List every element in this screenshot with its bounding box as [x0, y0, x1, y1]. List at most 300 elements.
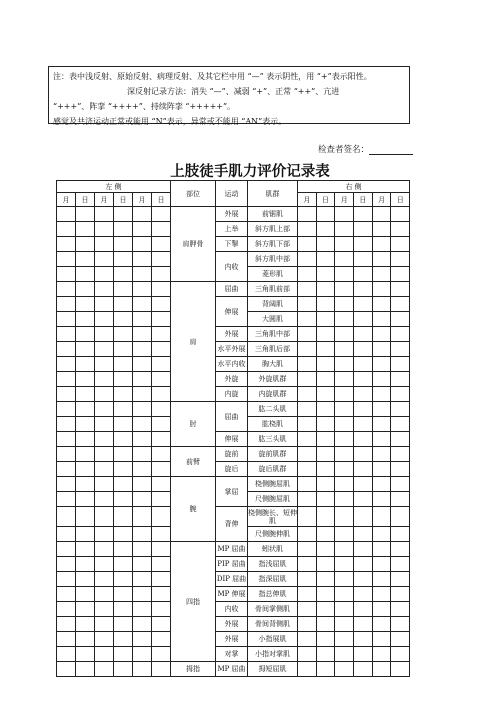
right-score-cell[interactable] — [335, 357, 354, 372]
right-score-cell[interactable] — [391, 372, 410, 387]
right-score-cell[interactable] — [298, 372, 317, 387]
right-score-cell[interactable] — [354, 237, 373, 252]
right-score-cell[interactable] — [335, 432, 354, 447]
right-score-cell[interactable] — [298, 282, 317, 297]
left-score-cell[interactable] — [95, 252, 114, 267]
right-score-cell[interactable] — [316, 447, 335, 462]
right-score-cell[interactable] — [372, 297, 391, 312]
left-score-cell[interactable] — [95, 572, 114, 587]
right-score-cell[interactable] — [391, 557, 410, 572]
right-score-cell[interactable] — [316, 602, 335, 617]
right-score-cell[interactable] — [372, 372, 391, 387]
left-score-cell[interactable] — [76, 587, 95, 602]
right-score-cell[interactable] — [372, 527, 391, 542]
right-score-cell[interactable] — [391, 282, 410, 297]
right-score-cell[interactable] — [316, 662, 335, 677]
right-score-cell[interactable] — [335, 312, 354, 327]
right-score-cell[interactable] — [391, 632, 410, 647]
right-score-cell[interactable] — [298, 207, 317, 222]
right-score-cell[interactable] — [372, 662, 391, 677]
right-score-cell[interactable] — [335, 222, 354, 237]
right-score-cell[interactable] — [316, 572, 335, 587]
right-score-cell[interactable] — [335, 297, 354, 312]
right-score-cell[interactable] — [372, 632, 391, 647]
left-score-cell[interactable] — [152, 662, 171, 677]
left-score-cell[interactable] — [152, 387, 171, 402]
right-score-cell[interactable] — [391, 462, 410, 477]
left-score-cell[interactable] — [76, 557, 95, 572]
right-score-cell[interactable] — [354, 357, 373, 372]
left-score-cell[interactable] — [57, 527, 76, 542]
right-score-cell[interactable] — [372, 312, 391, 327]
left-score-cell[interactable] — [114, 662, 133, 677]
left-score-cell[interactable] — [133, 402, 152, 417]
right-score-cell[interactable] — [372, 462, 391, 477]
right-score-cell[interactable] — [316, 557, 335, 572]
right-score-cell[interactable] — [335, 402, 354, 417]
right-score-cell[interactable] — [335, 507, 354, 527]
left-score-cell[interactable] — [114, 357, 133, 372]
right-score-cell[interactable] — [354, 207, 373, 222]
left-score-cell[interactable] — [152, 372, 171, 387]
left-score-cell[interactable] — [152, 282, 171, 297]
right-score-cell[interactable] — [354, 267, 373, 282]
right-score-cell[interactable] — [335, 587, 354, 602]
right-score-cell[interactable] — [372, 602, 391, 617]
right-score-cell[interactable] — [335, 542, 354, 557]
right-score-cell[interactable] — [391, 647, 410, 662]
left-score-cell[interactable] — [95, 647, 114, 662]
left-score-cell[interactable] — [95, 342, 114, 357]
right-score-cell[interactable] — [372, 222, 391, 237]
right-score-cell[interactable] — [372, 267, 391, 282]
left-score-cell[interactable] — [133, 492, 152, 507]
right-score-cell[interactable] — [335, 572, 354, 587]
right-score-cell[interactable] — [298, 237, 317, 252]
left-score-cell[interactable] — [152, 417, 171, 432]
left-score-cell[interactable] — [95, 542, 114, 557]
left-score-cell[interactable] — [76, 417, 95, 432]
right-score-cell[interactable] — [298, 447, 317, 462]
left-score-cell[interactable] — [57, 237, 76, 252]
right-score-cell[interactable] — [335, 527, 354, 542]
left-score-cell[interactable] — [133, 477, 152, 492]
right-score-cell[interactable] — [391, 617, 410, 632]
right-score-cell[interactable] — [298, 527, 317, 542]
right-score-cell[interactable] — [298, 542, 317, 557]
left-score-cell[interactable] — [133, 617, 152, 632]
left-score-cell[interactable] — [95, 602, 114, 617]
left-score-cell[interactable] — [133, 647, 152, 662]
right-score-cell[interactable] — [316, 207, 335, 222]
left-score-cell[interactable] — [95, 372, 114, 387]
left-score-cell[interactable] — [114, 477, 133, 492]
left-score-cell[interactable] — [95, 507, 114, 527]
right-score-cell[interactable] — [354, 447, 373, 462]
right-score-cell[interactable] — [391, 327, 410, 342]
left-score-cell[interactable] — [57, 602, 76, 617]
right-score-cell[interactable] — [391, 207, 410, 222]
right-score-cell[interactable] — [298, 617, 317, 632]
right-score-cell[interactable] — [298, 357, 317, 372]
left-score-cell[interactable] — [76, 542, 95, 557]
left-score-cell[interactable] — [114, 557, 133, 572]
left-score-cell[interactable] — [133, 572, 152, 587]
left-score-cell[interactable] — [95, 222, 114, 237]
right-score-cell[interactable] — [391, 387, 410, 402]
left-score-cell[interactable] — [133, 387, 152, 402]
left-score-cell[interactable] — [133, 662, 152, 677]
right-score-cell[interactable] — [316, 542, 335, 557]
left-score-cell[interactable] — [95, 557, 114, 572]
left-score-cell[interactable] — [76, 237, 95, 252]
left-score-cell[interactable] — [133, 587, 152, 602]
right-score-cell[interactable] — [354, 372, 373, 387]
left-score-cell[interactable] — [152, 312, 171, 327]
left-score-cell[interactable] — [57, 372, 76, 387]
left-score-cell[interactable] — [152, 617, 171, 632]
left-score-cell[interactable] — [114, 447, 133, 462]
right-score-cell[interactable] — [372, 617, 391, 632]
left-score-cell[interactable] — [95, 462, 114, 477]
left-score-cell[interactable] — [133, 252, 152, 267]
left-score-cell[interactable] — [133, 602, 152, 617]
left-score-cell[interactable] — [152, 267, 171, 282]
right-score-cell[interactable] — [354, 342, 373, 357]
left-score-cell[interactable] — [95, 617, 114, 632]
right-score-cell[interactable] — [316, 357, 335, 372]
left-score-cell[interactable] — [95, 312, 114, 327]
left-score-cell[interactable] — [114, 647, 133, 662]
left-score-cell[interactable] — [114, 432, 133, 447]
left-score-cell[interactable] — [133, 237, 152, 252]
right-score-cell[interactable] — [372, 252, 391, 267]
right-score-cell[interactable] — [354, 252, 373, 267]
left-score-cell[interactable] — [114, 417, 133, 432]
left-score-cell[interactable] — [133, 447, 152, 462]
left-score-cell[interactable] — [76, 327, 95, 342]
left-score-cell[interactable] — [133, 342, 152, 357]
right-score-cell[interactable] — [335, 267, 354, 282]
left-score-cell[interactable] — [152, 327, 171, 342]
left-score-cell[interactable] — [57, 297, 76, 312]
right-score-cell[interactable] — [316, 387, 335, 402]
left-score-cell[interactable] — [95, 662, 114, 677]
right-score-cell[interactable] — [372, 557, 391, 572]
right-score-cell[interactable] — [354, 647, 373, 662]
left-score-cell[interactable] — [152, 632, 171, 647]
left-score-cell[interactable] — [152, 477, 171, 492]
right-score-cell[interactable] — [316, 417, 335, 432]
left-score-cell[interactable] — [114, 387, 133, 402]
left-score-cell[interactable] — [57, 402, 76, 417]
left-score-cell[interactable] — [133, 432, 152, 447]
right-score-cell[interactable] — [335, 237, 354, 252]
left-score-cell[interactable] — [57, 477, 76, 492]
left-score-cell[interactable] — [76, 207, 95, 222]
left-score-cell[interactable] — [57, 387, 76, 402]
right-score-cell[interactable] — [354, 387, 373, 402]
left-score-cell[interactable] — [114, 282, 133, 297]
right-score-cell[interactable] — [354, 327, 373, 342]
right-score-cell[interactable] — [354, 572, 373, 587]
right-score-cell[interactable] — [372, 342, 391, 357]
left-score-cell[interactable] — [95, 387, 114, 402]
right-score-cell[interactable] — [391, 417, 410, 432]
left-score-cell[interactable] — [114, 207, 133, 222]
right-score-cell[interactable] — [391, 312, 410, 327]
left-score-cell[interactable] — [57, 662, 76, 677]
left-score-cell[interactable] — [114, 252, 133, 267]
right-score-cell[interactable] — [391, 237, 410, 252]
right-score-cell[interactable] — [354, 477, 373, 492]
left-score-cell[interactable] — [152, 222, 171, 237]
left-score-cell[interactable] — [114, 267, 133, 282]
left-score-cell[interactable] — [76, 632, 95, 647]
left-score-cell[interactable] — [95, 357, 114, 372]
right-score-cell[interactable] — [316, 477, 335, 492]
left-score-cell[interactable] — [57, 222, 76, 237]
right-score-cell[interactable] — [354, 587, 373, 602]
right-score-cell[interactable] — [316, 282, 335, 297]
left-score-cell[interactable] — [152, 492, 171, 507]
right-score-cell[interactable] — [391, 357, 410, 372]
right-score-cell[interactable] — [298, 342, 317, 357]
right-score-cell[interactable] — [372, 447, 391, 462]
left-score-cell[interactable] — [152, 557, 171, 572]
left-score-cell[interactable] — [76, 572, 95, 587]
right-score-cell[interactable] — [391, 252, 410, 267]
right-score-cell[interactable] — [316, 432, 335, 447]
right-score-cell[interactable] — [298, 432, 317, 447]
right-score-cell[interactable] — [298, 417, 317, 432]
left-score-cell[interactable] — [133, 297, 152, 312]
left-score-cell[interactable] — [114, 492, 133, 507]
right-score-cell[interactable] — [372, 587, 391, 602]
left-score-cell[interactable] — [133, 527, 152, 542]
right-score-cell[interactable] — [354, 222, 373, 237]
left-score-cell[interactable] — [76, 222, 95, 237]
left-score-cell[interactable] — [152, 462, 171, 477]
left-score-cell[interactable] — [95, 402, 114, 417]
right-score-cell[interactable] — [298, 387, 317, 402]
right-score-cell[interactable] — [372, 432, 391, 447]
left-score-cell[interactable] — [76, 372, 95, 387]
left-score-cell[interactable] — [114, 312, 133, 327]
right-score-cell[interactable] — [316, 252, 335, 267]
right-score-cell[interactable] — [372, 647, 391, 662]
right-score-cell[interactable] — [335, 647, 354, 662]
right-score-cell[interactable] — [372, 507, 391, 527]
left-score-cell[interactable] — [152, 587, 171, 602]
left-score-cell[interactable] — [76, 602, 95, 617]
left-score-cell[interactable] — [76, 432, 95, 447]
left-score-cell[interactable] — [114, 372, 133, 387]
right-score-cell[interactable] — [316, 617, 335, 632]
left-score-cell[interactable] — [152, 342, 171, 357]
left-score-cell[interactable] — [76, 647, 95, 662]
right-score-cell[interactable] — [298, 327, 317, 342]
right-score-cell[interactable] — [354, 282, 373, 297]
left-score-cell[interactable] — [114, 462, 133, 477]
right-score-cell[interactable] — [372, 357, 391, 372]
left-score-cell[interactable] — [57, 447, 76, 462]
right-score-cell[interactable] — [354, 432, 373, 447]
right-score-cell[interactable] — [391, 542, 410, 557]
left-score-cell[interactable] — [133, 267, 152, 282]
left-score-cell[interactable] — [114, 617, 133, 632]
right-score-cell[interactable] — [391, 662, 410, 677]
left-score-cell[interactable] — [95, 587, 114, 602]
left-score-cell[interactable] — [114, 222, 133, 237]
left-score-cell[interactable] — [95, 432, 114, 447]
right-score-cell[interactable] — [372, 282, 391, 297]
right-score-cell[interactable] — [372, 402, 391, 417]
right-score-cell[interactable] — [335, 372, 354, 387]
right-score-cell[interactable] — [298, 557, 317, 572]
right-score-cell[interactable] — [354, 417, 373, 432]
left-score-cell[interactable] — [57, 282, 76, 297]
left-score-cell[interactable] — [152, 447, 171, 462]
right-score-cell[interactable] — [335, 387, 354, 402]
left-score-cell[interactable] — [152, 357, 171, 372]
right-score-cell[interactable] — [391, 527, 410, 542]
left-score-cell[interactable] — [76, 662, 95, 677]
right-score-cell[interactable] — [354, 297, 373, 312]
left-score-cell[interactable] — [114, 527, 133, 542]
right-score-cell[interactable] — [354, 312, 373, 327]
left-score-cell[interactable] — [76, 342, 95, 357]
left-score-cell[interactable] — [95, 417, 114, 432]
right-score-cell[interactable] — [391, 342, 410, 357]
left-score-cell[interactable] — [133, 557, 152, 572]
right-score-cell[interactable] — [335, 662, 354, 677]
right-score-cell[interactable] — [316, 372, 335, 387]
left-score-cell[interactable] — [76, 282, 95, 297]
right-score-cell[interactable] — [354, 462, 373, 477]
right-score-cell[interactable] — [316, 312, 335, 327]
left-score-cell[interactable] — [57, 417, 76, 432]
left-score-cell[interactable] — [57, 492, 76, 507]
left-score-cell[interactable] — [152, 402, 171, 417]
right-score-cell[interactable] — [298, 222, 317, 237]
left-score-cell[interactable] — [95, 297, 114, 312]
right-score-cell[interactable] — [316, 527, 335, 542]
right-score-cell[interactable] — [335, 252, 354, 267]
left-score-cell[interactable] — [57, 432, 76, 447]
right-score-cell[interactable] — [316, 327, 335, 342]
left-score-cell[interactable] — [76, 507, 95, 527]
left-score-cell[interactable] — [57, 617, 76, 632]
left-score-cell[interactable] — [114, 342, 133, 357]
right-score-cell[interactable] — [298, 267, 317, 282]
left-score-cell[interactable] — [133, 357, 152, 372]
left-score-cell[interactable] — [76, 312, 95, 327]
left-score-cell[interactable] — [76, 477, 95, 492]
right-score-cell[interactable] — [298, 312, 317, 327]
left-score-cell[interactable] — [152, 507, 171, 527]
left-score-cell[interactable] — [152, 542, 171, 557]
right-score-cell[interactable] — [316, 267, 335, 282]
left-score-cell[interactable] — [95, 237, 114, 252]
right-score-cell[interactable] — [316, 402, 335, 417]
right-score-cell[interactable] — [316, 492, 335, 507]
left-score-cell[interactable] — [76, 297, 95, 312]
right-score-cell[interactable] — [391, 432, 410, 447]
right-score-cell[interactable] — [391, 297, 410, 312]
right-score-cell[interactable] — [354, 542, 373, 557]
left-score-cell[interactable] — [57, 587, 76, 602]
left-score-cell[interactable] — [133, 542, 152, 557]
right-score-cell[interactable] — [335, 632, 354, 647]
right-score-cell[interactable] — [298, 297, 317, 312]
right-score-cell[interactable] — [335, 492, 354, 507]
right-score-cell[interactable] — [372, 492, 391, 507]
left-score-cell[interactable] — [95, 477, 114, 492]
right-score-cell[interactable] — [391, 492, 410, 507]
left-score-cell[interactable] — [76, 527, 95, 542]
right-score-cell[interactable] — [316, 222, 335, 237]
right-score-cell[interactable] — [372, 417, 391, 432]
left-score-cell[interactable] — [57, 462, 76, 477]
right-score-cell[interactable] — [354, 632, 373, 647]
left-score-cell[interactable] — [152, 432, 171, 447]
right-score-cell[interactable] — [298, 492, 317, 507]
right-score-cell[interactable] — [335, 282, 354, 297]
right-score-cell[interactable] — [298, 477, 317, 492]
left-score-cell[interactable] — [114, 297, 133, 312]
left-score-cell[interactable] — [133, 207, 152, 222]
right-score-cell[interactable] — [335, 417, 354, 432]
left-score-cell[interactable] — [152, 527, 171, 542]
right-score-cell[interactable] — [298, 402, 317, 417]
right-score-cell[interactable] — [298, 632, 317, 647]
right-score-cell[interactable] — [316, 462, 335, 477]
left-score-cell[interactable] — [95, 327, 114, 342]
right-score-cell[interactable] — [335, 462, 354, 477]
right-score-cell[interactable] — [335, 557, 354, 572]
left-score-cell[interactable] — [76, 492, 95, 507]
right-score-cell[interactable] — [391, 572, 410, 587]
left-score-cell[interactable] — [114, 572, 133, 587]
left-score-cell[interactable] — [57, 327, 76, 342]
right-score-cell[interactable] — [298, 572, 317, 587]
right-score-cell[interactable] — [372, 207, 391, 222]
left-score-cell[interactable] — [76, 462, 95, 477]
right-score-cell[interactable] — [391, 477, 410, 492]
left-score-cell[interactable] — [76, 402, 95, 417]
left-score-cell[interactable] — [57, 207, 76, 222]
left-score-cell[interactable] — [57, 557, 76, 572]
left-score-cell[interactable] — [152, 237, 171, 252]
right-score-cell[interactable] — [335, 342, 354, 357]
right-score-cell[interactable] — [372, 542, 391, 557]
right-score-cell[interactable] — [316, 647, 335, 662]
left-score-cell[interactable] — [114, 587, 133, 602]
right-score-cell[interactable] — [298, 252, 317, 267]
left-score-cell[interactable] — [152, 572, 171, 587]
right-score-cell[interactable] — [335, 207, 354, 222]
right-score-cell[interactable] — [316, 632, 335, 647]
right-score-cell[interactable] — [354, 402, 373, 417]
left-score-cell[interactable] — [76, 252, 95, 267]
left-score-cell[interactable] — [133, 462, 152, 477]
left-score-cell[interactable] — [114, 542, 133, 557]
left-score-cell[interactable] — [95, 492, 114, 507]
left-score-cell[interactable] — [114, 507, 133, 527]
left-score-cell[interactable] — [152, 602, 171, 617]
left-score-cell[interactable] — [57, 572, 76, 587]
